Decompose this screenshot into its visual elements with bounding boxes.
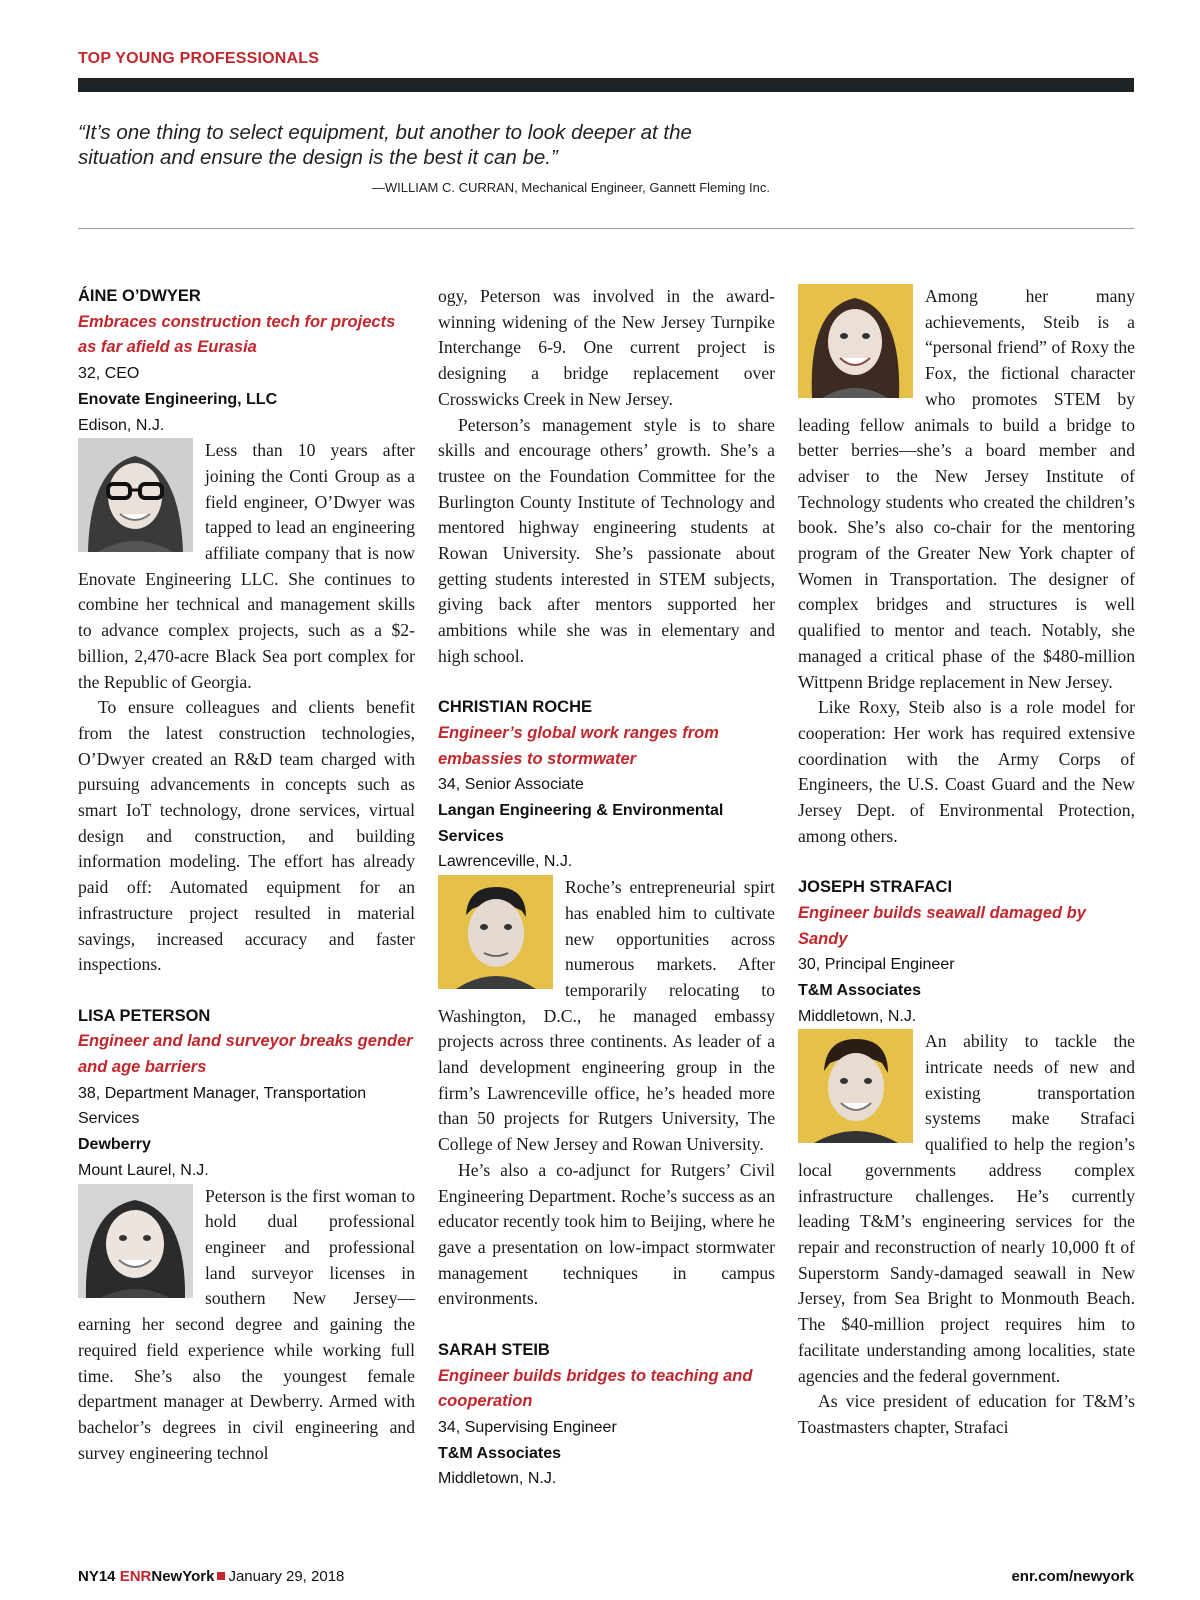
- pull-quote: [78, 120, 778, 170]
- profile-name: ÁINE O’DWYER: [78, 287, 201, 305]
- square-bullet-icon: [217, 1572, 225, 1580]
- profile-headline: Engineer builds seawall damaged by Sandy: [798, 903, 1086, 948]
- profile-peterson-continued: [438, 284, 775, 670]
- portrait-roche-icon: [438, 875, 553, 989]
- profile-company: T&M Associates: [438, 1444, 561, 1462]
- portrait-odwyer-icon: [78, 438, 193, 552]
- profile-paragraph: He’s also a co-adjunct for Rutgers’ Civil Engineering Department. Roche’s success as an educator recently took him to Beijing, where he gave a presentation on low-impact stormwater management techniques in campus environments.: [438, 1159, 775, 1309]
- profile-age-title: 34, Senior Associate: [438, 776, 584, 794]
- profile-location: Edison, N.J.: [78, 416, 165, 434]
- column-1: [78, 284, 415, 1492]
- profile-name: SARAH STEIB: [438, 1340, 550, 1359]
- profile-headline: Embraces construction tech for projects as far afield as Eurasia: [78, 312, 396, 357]
- profile-paragraph: Among her many achievements, Steib is a “personal friend” of Roxy the Fox, the fictional character who promotes STEM by leading fellow animals to build a bridge to better berries—she’s a board member and adviser to the New Jersey Institute of Technology students who created the children’s book. She’s also co-chair for the mentoring program of the Greater New York chapter of Women in Transportation. The designer of complex bridges and structures is well qualified to mentor and teach. Notably, she managed a critical phase of the $480-million Wittpenn Bridge replacement in New Jersey.: [798, 286, 1135, 692]
- divider: [78, 228, 1134, 229]
- profile-steib-header: [438, 1338, 775, 1492]
- profile-paragraph: To ensure colleagues and clients benefit from the latest construction technologies, O’Dwyer created an R&D team charged with pursuing advancements in concepts such as smart IoT technology, drone services, virtual design and construction, and building information modeling. The effort has already paid off: Automated equipment for an infrastructure project resulted in material savings, increased accuracy and faster inspections.: [78, 697, 415, 975]
- profile-age-title: 30, Principal Engineer: [798, 956, 955, 974]
- profile-company: Dewberry: [78, 1136, 151, 1154]
- header-rule: [78, 78, 1134, 92]
- profile-headline: Engineer’s global work ranges from embassies to stormwater: [438, 723, 719, 768]
- footer-folio: [78, 1568, 344, 1585]
- profile-odwyer: [78, 284, 415, 978]
- profile-company: Langan Engineering & Environmental Services: [438, 802, 724, 845]
- profile-steib-body: [798, 284, 1135, 849]
- profile-location: Mount Laurel, N.J.: [78, 1161, 209, 1179]
- profile-age-title: 34, Supervising Engineer: [438, 1418, 617, 1436]
- portrait-steib-icon: [798, 284, 913, 398]
- profile-paragraph: An ability to tackle the intricate needs of new and existing transportation systems make Strafaci qualified to help the region’s local governments address complex infrastructure challenges. He’s currently leading T&M’s engineering services for the repair and reconstruction of nearly 10,000 ft of Superstorm Sandy-damaged seawall in New Jersey, from Sea Bright to Monmouth Beach. The $40-million project requires him to facilitate understanding among localities, state agencies and the federal government.: [798, 1031, 1135, 1386]
- profile-name: CHRISTIAN ROCHE: [438, 698, 593, 717]
- profile-company: T&M Associates: [798, 981, 921, 999]
- page-number: NY14: [78, 1568, 116, 1585]
- footer-url[interactable]: enr.com/newyork: [1011, 1568, 1134, 1585]
- profile-location: Middletown, N.J.: [798, 1007, 917, 1025]
- profile-name: LISA PETERSON: [78, 1006, 211, 1025]
- profile-headline: Engineer and land surveyor breaks gender and age barriers: [78, 1032, 413, 1077]
- brand-enr: ENR: [119, 1568, 152, 1585]
- profile-location: Middletown, N.J.: [438, 1470, 557, 1488]
- pull-quote-line-2: situation and ensure the design is the best it can be.”: [78, 146, 558, 169]
- profile-headline: Engineer builds bridges to teaching and cooperation: [438, 1366, 753, 1411]
- section-label: TOP YOUNG PROFESSIONALS: [78, 50, 320, 67]
- profile-age-title: 32, CEO: [78, 365, 140, 383]
- profile-location: Lawrenceville, N.J.: [438, 853, 573, 871]
- brand-newyork: NewYork: [151, 1568, 215, 1585]
- pull-quote-line-1: “It’s one thing to select equipment, but another to look deeper at the: [78, 121, 692, 144]
- issue-date: January 29, 2018: [228, 1568, 345, 1585]
- profile-paragraph: Like Roxy, Steib also is a role model for cooperation: Her work has required extensive coordination with the Army Corps of Engineers, the U.S. Coast Guard and the New Jersey Dept. of Environmental Protection, among others.: [798, 697, 1135, 846]
- profile-roche: [438, 695, 775, 1312]
- profile-paragraph: Roche’s entrepreneurial spirt has enabled him to cultivate new opportunities across numerous markets. After temporarily relocating to Washington, D.C., he managed embassy projects across three continents. As leader of a land development engineering group in the firm’s Lawrenceville office, he’s headed more than 50 projects for Rutgers University, The College of New Jersey and Rowan University.: [438, 877, 775, 1155]
- profile-name: JOSEPH STRAFACI: [798, 878, 953, 897]
- profile-age-title: 38, Department Manager, Transportation Services: [78, 1084, 367, 1128]
- profile-peterson: [78, 1004, 415, 1467]
- column-3: [798, 284, 1135, 1466]
- profile-paragraph: Peterson is the first woman to hold dual professional engineer and professional land surveyor licenses in southern New Jersey—earning her second degree and gaining the required field experience while working full time. She’s also the youngest female department manager at Dewberry. Armed with bachelor’s degrees in civil engineering and survey engineering technol: [78, 1185, 415, 1463]
- quote-attribution: —WILLIAM C. CURRAN, Mechanical Engineer, Gannett Fleming Inc.: [371, 180, 770, 195]
- profile-paragraph: ogy, Peterson was involved in the award-winning widening of the New Jersey Turnpike Interchange 6-9. One current project is designing a bridge replacement over Crosswicks Creek in New Jersey.: [438, 286, 775, 409]
- profile-paragraph: Less than 10 years after joining the Conti Group as a field engineer, O’Dwyer was tapped to lead an engineering affiliate company that is now Enovate Engineering LLC. She continues to combine her technical and management skills to advance complex projects, such as a $2-billion, 2,470-acre Black Sea port complex for the Republic of Georgia.: [78, 440, 415, 692]
- profile-paragraph: As vice president of education for T&M’s Toastmasters chapter, Strafaci: [798, 1391, 1135, 1437]
- portrait-strafaci-icon: [798, 1029, 913, 1143]
- column-2: [438, 284, 775, 1518]
- profile-company: Enovate Engineering, LLC: [78, 390, 278, 408]
- profile-paragraph: Peterson’s management style is to share skills and encourage others’ growth. She’s a trustee on the Foundation Committee for the Burlington County Institute of Technology and mentored highway engineering students at Rowan University. She’s passionate about getting students interested in STEM subjects, giving back after mentors supported her ambitions while she was in elementary and high school.: [438, 414, 775, 666]
- portrait-peterson-icon: [78, 1184, 193, 1298]
- profile-strafaci: [798, 875, 1135, 1440]
